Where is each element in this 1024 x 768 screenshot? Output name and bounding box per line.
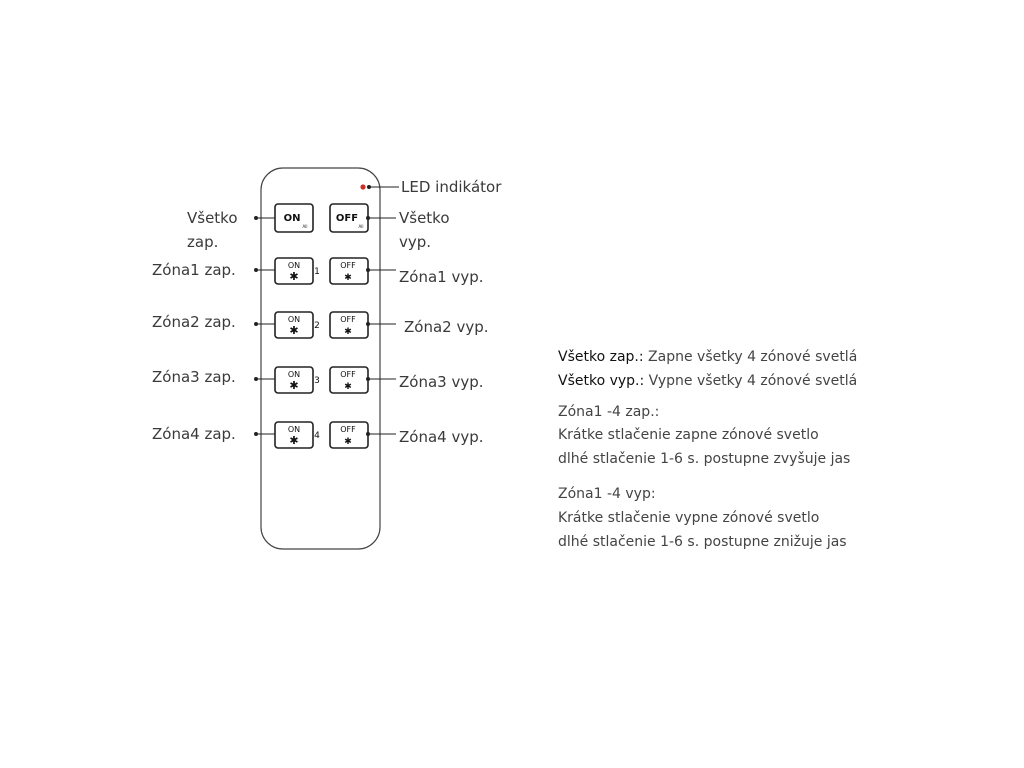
zone3-on-brightness-icon: ✱ [289, 379, 299, 392]
zone4-off-leader-dot [366, 432, 370, 436]
zone2-off-label: OFF [340, 315, 356, 324]
zone2-off-brightness-icon: ✱ [344, 327, 352, 337]
all-on-text-1: Všetko [187, 209, 238, 227]
zone1-on-brightness-icon: ✱ [289, 270, 299, 283]
zone1-on-button[interactable] [275, 258, 313, 284]
zone2-off-label: Zóna2 vyp. [404, 318, 489, 336]
zone2-on-brightness-icon: ✱ [289, 324, 299, 337]
zone4-off-label: OFF [340, 425, 356, 434]
zone3-number: 3 [314, 376, 320, 386]
zone1-off-brightness-icon: ✱ [344, 273, 352, 283]
desc-zone-on-2: dlhé stlačenie 1-6 s. postupne zvyšuje jas [558, 451, 851, 467]
zone1-off-label: Zóna1 vyp. [399, 268, 484, 286]
zone-rows [254, 258, 396, 448]
zone1-off-label: OFF [340, 261, 356, 270]
zone2-off-leader-dot [366, 322, 370, 326]
all-on-button[interactable] [275, 204, 313, 232]
zone1-off-leader-dot [366, 268, 370, 272]
zone3-off-label: Zóna3 vyp. [399, 373, 484, 391]
zone1-on-label: ON [287, 261, 301, 270]
desc-all-on-term: Všetko zap.: [558, 349, 644, 365]
zone3-off-leader-dot [366, 377, 370, 381]
desc-all-off [558, 369, 857, 393]
zone3-off-label: OFF [340, 370, 356, 379]
desc-zone-off-1: Krátke stlačenie vypne zónové svetlo [558, 510, 820, 526]
desc-all-on-text: Zapne všetky 4 zónové svetlá [643, 349, 858, 365]
all-off-button[interactable] [330, 204, 368, 232]
zone3-off-brightness-icon: ✱ [344, 382, 352, 392]
all-off-sub: All [358, 224, 364, 229]
led-indicator [360, 184, 365, 189]
zone4-number: 4 [314, 431, 320, 441]
zone1-on-leader-dot [254, 268, 258, 272]
zone3-on-label: ON [287, 370, 301, 379]
zone2-on-label: Zóna2 zap. [152, 313, 236, 331]
all-off-label: OFF [335, 213, 359, 224]
led-label: LED indikátor [401, 178, 502, 196]
all-on-text-2: zap. [187, 233, 219, 251]
zone4-off-brightness-icon: ✱ [344, 437, 352, 447]
desc-all-on [558, 345, 857, 369]
zone2-off-button[interactable] [330, 312, 368, 338]
led-leader-dot [367, 185, 371, 189]
all-off-leader-dot [366, 216, 370, 220]
desc-zone-on-head: Zóna1 -4 zap.: [558, 404, 660, 420]
zone4-on-brightness-icon: ✱ [289, 434, 299, 447]
zone4-on-label: ON [287, 425, 301, 434]
zone4-off-label: Zóna4 vyp. [399, 428, 484, 446]
zone3-on-label: Zóna3 zap. [152, 368, 236, 386]
zone3-off-button[interactable] [330, 367, 368, 393]
desc-zone-off-head: Zóna1 -4 vyp: [558, 486, 656, 502]
all-on-label: ON [283, 213, 301, 224]
zone4-on-button[interactable] [275, 422, 313, 448]
desc-all-off-term: Všetko vyp.: [558, 373, 645, 389]
zone3-on-leader-dot [254, 377, 258, 381]
zone4-on-label: Zóna4 zap. [152, 425, 236, 443]
zone4-off-button[interactable] [330, 422, 368, 448]
zone2-on-leader-dot [254, 322, 258, 326]
zone1-number: 1 [314, 267, 320, 277]
all-off-text-2: vyp. [399, 233, 432, 251]
desc-zone-on-1: Krátke stlačenie zapne zónové svetlo [558, 427, 819, 443]
zone3-on-button[interactable] [275, 367, 313, 393]
desc-zone-off-2: dlhé stlačenie 1-6 s. postupne znižuje jas [558, 534, 847, 550]
zone4-on-leader-dot [254, 432, 258, 436]
zone1-off-button[interactable] [330, 258, 368, 284]
zone2-number: 2 [314, 321, 320, 331]
zone1-on-label: Zóna1 zap. [152, 261, 236, 279]
zone2-on-label: ON [287, 315, 301, 324]
all-off-text-1: Všetko [399, 209, 450, 227]
all-on-sub: All [302, 224, 308, 229]
all-on-leader-dot [254, 216, 258, 220]
zone2-on-button[interactable] [275, 312, 313, 338]
desc-all-off-text: Vypne všetky 4 zónové svetlá [644, 373, 858, 389]
